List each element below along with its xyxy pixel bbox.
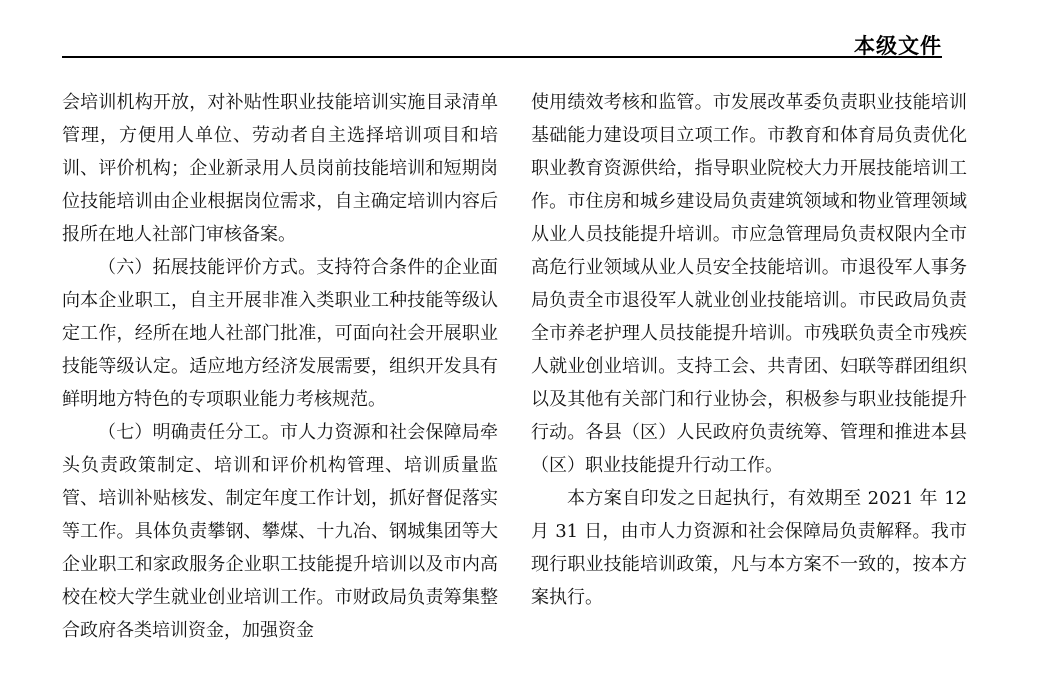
paragraph: 使用绩效考核和监管。市发展改革委负责职业技能培训基础能力建设项目立项工作。市教育和体育局负责优化职业教育资源供给，指导职业院校大力开展技能培训工作。市住房和城乡建设局负责建筑领域和物业管理领域从业人员技能提升培训。市应急管理局负责权限内全市高危行业领域从业人员安全技能培训。市退役军人事务局负责全市退役军人就业创业技能培训。市民政局负责全市养老护理人员技能提升培训。市残联负责全市残疾人就业创业培训。支持工会、共青团、妇联等群团组织以及其他有关部门和行业协会，积极参与职业技能提升行动。各县（区）人民政府负责统筹、管理和推进本县（区）职业技能提升行动工作。 bbox=[531, 92, 967, 476]
right-column bbox=[531, 86, 967, 614]
paragraph: 会培训机构开放，对补贴性职业技能培训实施目录清单管理，方便用人单位、劳动者自主选择培训项目和培训、评价机构；企业新录用人员岗前技能培训和短期岗位技能培训由企业根据岗位需求，自主确定培训内容后报所在地人社部门审核备案。 bbox=[62, 92, 498, 245]
header-rule bbox=[62, 56, 942, 58]
paragraph bbox=[62, 416, 498, 647]
paragraph-body: 支持符合条件的企业面向本企业职工，自主开展非准入类职业工种技能等级认定工作，经所在地人社部门批准，可面向社会开展职业技能等级认定。适应地方经济发展需要，组织开发具有鲜明地方特色的专项职业能力考核规范。 bbox=[62, 257, 499, 410]
paragraph bbox=[62, 251, 498, 416]
left-column bbox=[62, 86, 498, 647]
section-heading: （六）拓展技能评价方式。 bbox=[98, 257, 317, 278]
section-heading: （七）明确责任分工。 bbox=[98, 422, 280, 443]
paragraph: 本方案自印发之日起执行，有效期至 2021 年 12 月 31 日，由市人力资源和社会保障局负责解释。我市现行职业技能培训政策，凡与本方案不一致的，按本方案执行。 bbox=[531, 488, 967, 608]
paragraph-body: 市人力资源和社会保障局牵头负责政策制定、培训和评价机构管理、培训质量监管、培训补贴核发、制定年度工作计划，抓好督促落实等工作。具体负责攀钢、攀煤、十九冶、钢城集团等大企业职工和家政服务企业职工技能提升培训以及市内高校在校大学生就业创业培训工作。市财政局负责筹集整合政府各类培训资金，加强资金 bbox=[62, 422, 499, 641]
section-title: 本级文件 bbox=[854, 34, 942, 58]
